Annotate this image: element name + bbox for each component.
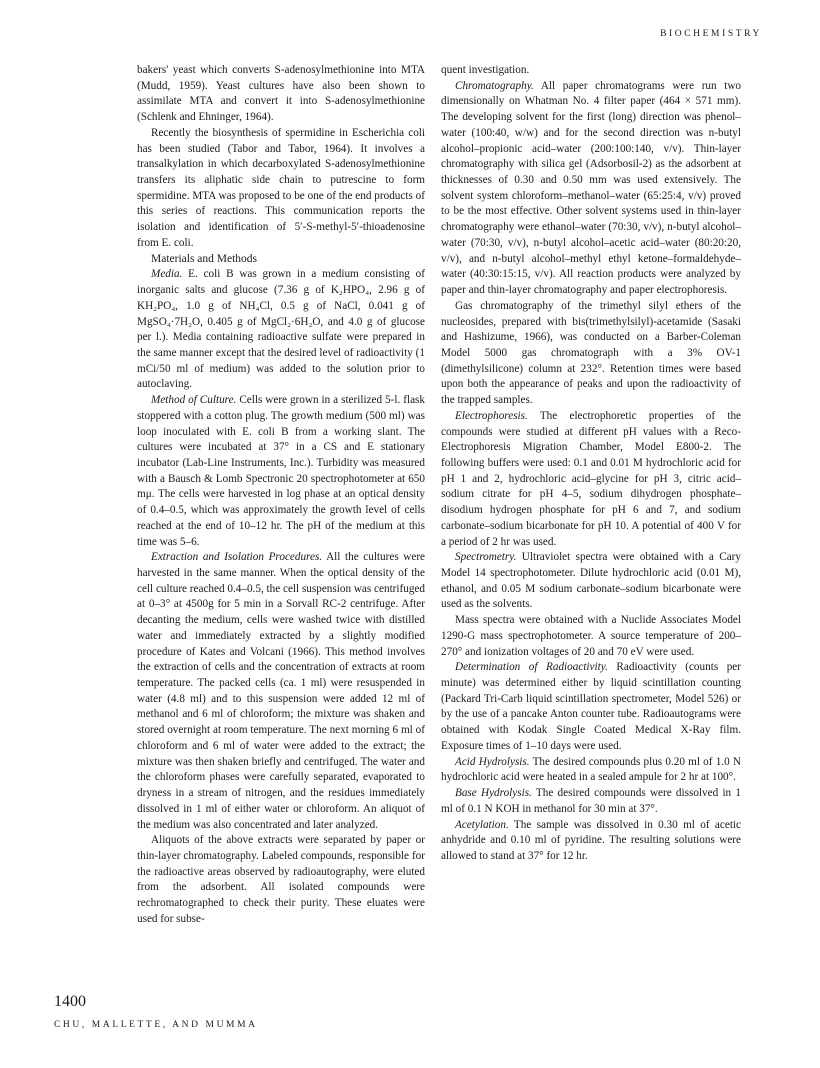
text-base-hydrolysis: The desired compounds were dissolved in 1 ml of 0.1 N KOH in methanol for 30 min at 37°. xyxy=(441,787,741,815)
subheading-culture: Method of Culture. xyxy=(151,394,237,407)
subheading-electrophoresis: Electrophoresis. xyxy=(455,409,528,422)
text-acetylation: The sample was dissolved in 0.30 ml of acetic anhydride and 0.10 ml of pyridine. The resulting solutions were allowed to stand at 37° for 12 hr. xyxy=(441,818,741,862)
footer-authors: CHU, MALLETTE, AND MUMMA xyxy=(54,1020,258,1030)
subheading-acid-hydrolysis: Acid Hydrolysis. xyxy=(455,755,530,768)
subheading-acetylation: Acetylation. xyxy=(455,818,509,831)
paragraph-continuation: quent investigation. xyxy=(441,64,530,76)
paragraph-spectrometry xyxy=(441,550,741,613)
right-column xyxy=(441,63,741,865)
section-heading-materials: Materials and Methods xyxy=(151,252,258,265)
text-culture: Cells were grown in a sterilized 5-l. flask stoppered with a cotton plug. The growth medium (500 ml) was loop inoculated with E. coli B from a working slant. The cultures were incubated at 37° in a CS and E stationary incubator (Lab-Line Instruments, Inc.). Turbidity was measured with a Bausch & Lomb Spectronic 20 spectrophotometer at 650 mμ. The cells were harvested in log phase at an optical density of 0.4–0.5, which was approximately the growth level of cells reached at the end of 10–12 hr. The pH of the medium at this time was 5–6. xyxy=(137,394,425,548)
text-media: E. coli B was grown in a medium consisting of inorganic salts and glucose (7.36 g of K₂HPO₄, 2.96 g of KH₂PO₄, 1.0 g of NH₄Cl, 0.5 g of NaCl, 0.041 g of MgSO₄·7H₂O, 0.405 g of MgCl₂·6H₂O, and 4.0 g of glucose per l.). Media containing radioactive sulfate were prepared in the same manner except that the desired level of radioactivity (1 mCi/50 ml of medium) was added to the solution prior to autoclaving. xyxy=(137,268,425,391)
paragraph-acetylation xyxy=(441,818,741,865)
text-acid-hydrolysis: The desired compounds plus 0.20 ml of 1.0 N hydrochloric acid were heated in a sealed ampule for 2 hr at 100°. xyxy=(441,755,741,784)
paragraph-base-hydrolysis xyxy=(441,786,741,817)
paragraph-intro-continued: bakers' yeast which converts S-adenosylmethionine into MTA (Mudd, 1959). Yeast cultures have also been shown to assimilate MTA and convert it into S-adenosylmethionine (Schlenk and Ehninger, 1964). xyxy=(137,64,425,124)
text-spectrometry: Ultraviolet spectra were obtained with a Cary Model 14 spectrophotometer. Dilute hydrochloric acid (0.01 M), ethanol, and 0.05 M sodium carbonate–sodium bicarbonate were used as the solvents. xyxy=(441,551,741,611)
left-column xyxy=(137,63,425,928)
paragraph-electrophoresis xyxy=(441,409,741,550)
paragraph-gas-chromatography: Gas chromatography of the trimethyl silyl ethers of the nucleosides, prepared with bis(trimethylsilyl)-acetamide (Sasaki and Hashizume, 1966), was conducted on a Barber-Coleman Model 5000 gas chromatograph with a 3% OV-1 (dimethylsilicone) column at 232°. Retention times were based upon both the appearance of peaks and upon the radioactivity of the trapped samples. xyxy=(441,299,741,407)
text-radioactivity: Radioactivity (counts per minute) was determined either by liquid scintillation counting (Packard Tri-Carb liquid scintillation spectrometer, Model 526) or by the use of a pancake Anton counter tube. Radioautograms were obtained with Kodak Single Coated Medical X-Ray film. Exposure times of 1–10 days were used. xyxy=(441,661,742,752)
paragraph-media xyxy=(137,267,425,393)
subheading-media: Media. xyxy=(151,268,183,281)
text-electrophoresis: The electrophoretic properties of the compounds were studied at different pH values with a Reco-Electrophoresis Migration Chamber, Model E800-2. The following buffers were used: 0.1 and 0.01 M hydrochloric acid for pH 1 and 2, hydrochloric acid–glycine for pH 3, citric acid–sodium citrate for pH 4–5, sodium dihydrogen phosphate–disodium hydrogen phosphate for pH 6 and 7, and sodium carbonate–sodium bicarbonate for pH 10. A potential of 400 V for a period of 2 hr was used. xyxy=(441,409,741,548)
paragraph-aliquots: Aliquots of the above extracts were separated by paper or thin-layer chromatography. Labeled compounds, responsible for the radioactive areas observed by radioautography, were eluted from the adsorbent. All isolated compounds were rechromatographed to check their purity. These eluates were used for subse- xyxy=(137,834,425,925)
text-extraction: All the cultures were harvested in the same manner. When the optical density of the cell culture reached 0.4–0.5, the cell suspension was centrifuged at 0–3° at 4500g for 5 min in a Sorvall RC-2 centrifuge. After decanting the medium, cells were washed twice with distilled water and immediately extracted by a slightly modified procedure of Kates and Volcani (1966). This method involves the extraction of cells and the concentration of extracts at room temperature. The packed cells (ca. 1 ml) were resuspended in water (4.8 ml) and to this suspension were added 12 ml of methanol and 6 ml of chloroform; the mixture was shaken and stored overnight at room temperature. The next morning 6 ml of chloroform and 6 ml of water were added to the extract; the mixture was then shaken briefly and centrifuged. The water and the chloroform phases were carefully separated, evaporated to dryness in a stream of nitrogen, and the residues immediately dissolved in 1 ml of either water or chloroform. An aliquot of the medium was also concentrated and later analyzed. xyxy=(137,551,426,831)
paragraph-spermidine: Recently the biosynthesis of spermidine in Escherichia coli has been studied (Tabor and Tabor, 1964). It involves a transalkylation in which decarboxylated S-adenosylmethionine transfers its aliphatic side chain to putrescine to form spermidine. MTA was proposed to be one of the end products of this series of reactions. This communication reports the isolation and identification of 5′-S-methyl-5′-thioadenosine from E. coli. xyxy=(137,126,425,249)
paragraph-acid-hydrolysis xyxy=(441,755,741,786)
subheading-chromatography: Chromatography. xyxy=(455,79,534,92)
subheading-extraction: Extraction and Isolation Procedures. xyxy=(151,551,323,564)
subheading-base-hydrolysis: Base Hydrolysis. xyxy=(455,787,532,800)
running-head: BIOCHEMISTRY xyxy=(660,29,762,39)
paragraph-extraction xyxy=(137,550,425,833)
paragraph-chromatography xyxy=(441,79,741,299)
subheading-radioactivity: Determination of Radioactivity. xyxy=(455,661,608,674)
text-chromatography: All paper chromatograms were run two dimensionally on Whatman No. 4 filter paper (464 × 571 mm). The developing solvent for the first (long) direction was phenol–water (100:40, w/w) and for the second direction was n-butyl alcohol–propionic acid–water (200:100:140, v/v). Thin-layer chromatography with silica gel (Adsorbosil-2) as the adsorbent at thicknesses of 0.30 and 0.50 mm was used extensively. The solvent system chloroform–methanol–water (65:25:4, v/v) proved to be the most effective. Other solvent systems used in thin-layer chromatography were ethanol–water (70:30, v/v), n-butyl alcohol–water (70:30, v/v), n-butyl alcohol–acetic acid–water (80:20:20, v/v), and n-butyl alcohol–methyl ethyl ketone–formaldehyde–water (40:30:15:15, v/v). All reaction products were analyzed by paper and thin-layer chromatography and paper electrophoresis. xyxy=(441,79,741,297)
paragraph-radioactivity xyxy=(441,660,741,754)
subheading-spectrometry: Spectrometry. xyxy=(455,551,517,564)
page-number: 1400 xyxy=(54,993,86,1010)
paragraph-culture xyxy=(137,393,425,550)
paragraph-mass-spectra: Mass spectra were obtained with a Nuclide Associates Model 1290-G mass spectrophotometer. A source temperature of 200–270° and ionization voltages of 20 and 70 eV were used. xyxy=(441,614,741,658)
